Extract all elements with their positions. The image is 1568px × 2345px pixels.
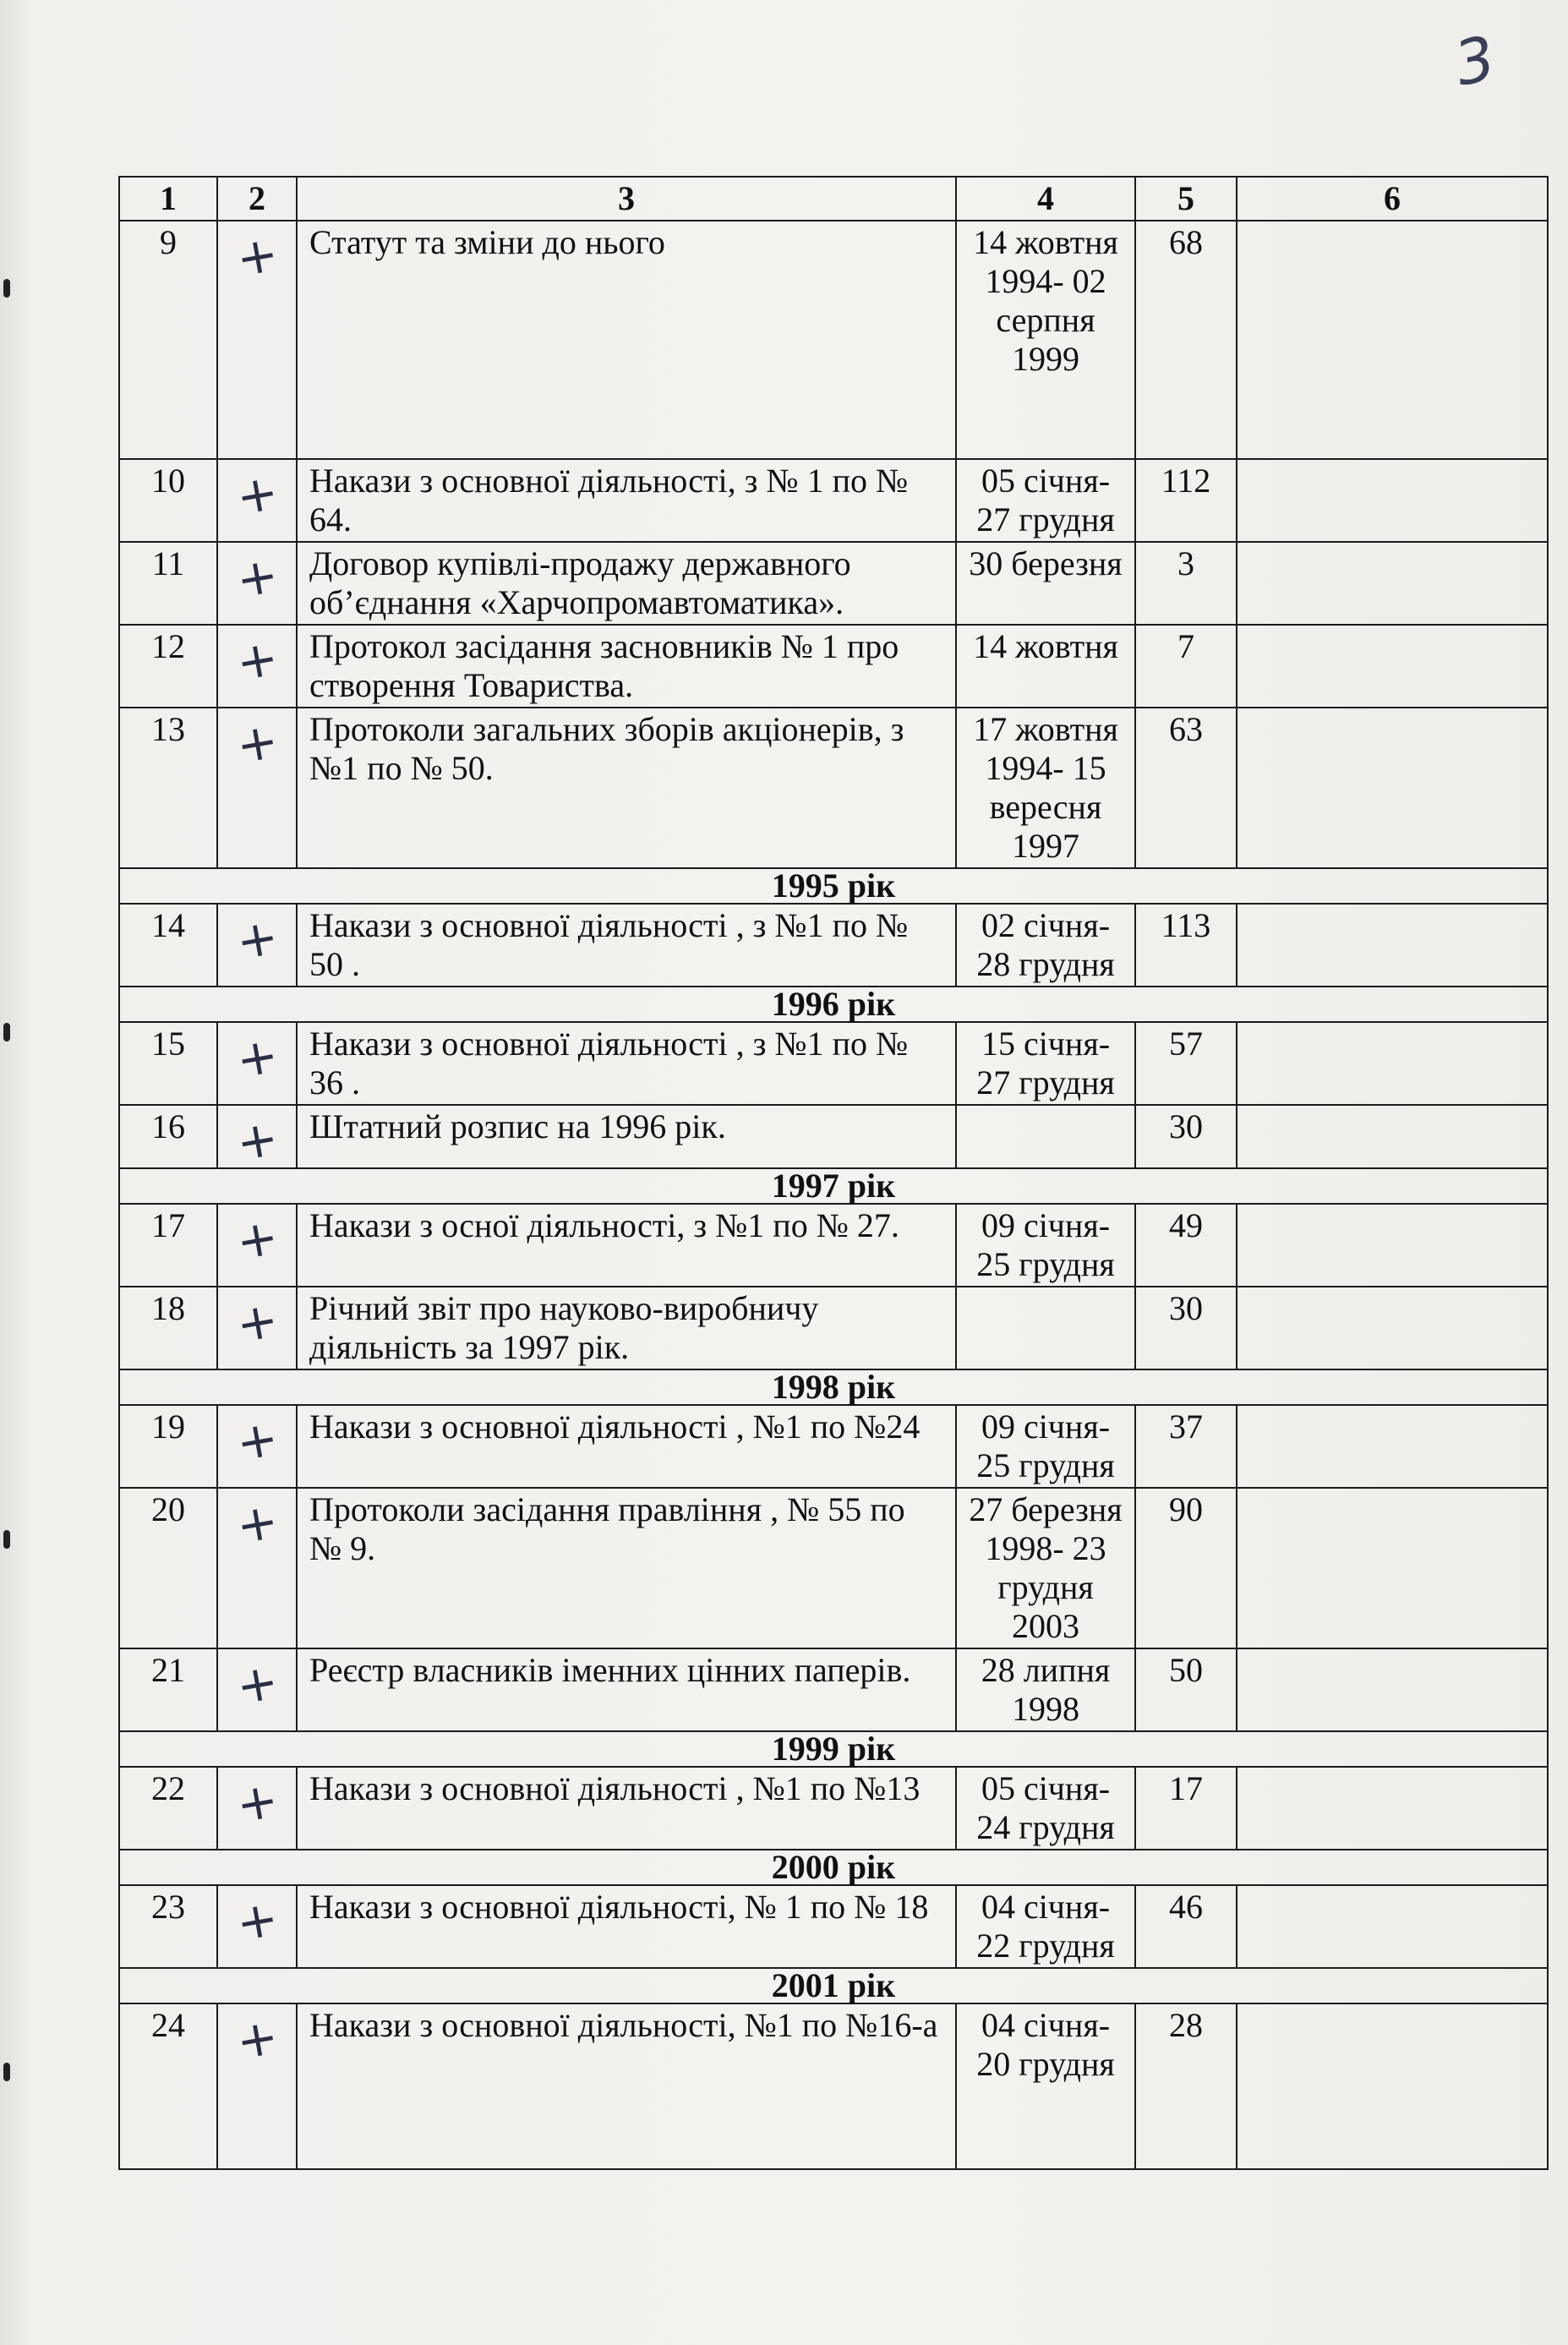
sheet-count-cell: 57 (1135, 1022, 1237, 1105)
handwritten-check-icon: + (232, 462, 282, 527)
table-row (119, 1767, 1548, 1850)
item-number-cell: 20 (119, 1488, 217, 1648)
sheet-count-cell: 3 (1135, 542, 1237, 625)
archive-inventory-table (118, 176, 1549, 2170)
sheet-count-cell: 90 (1135, 1488, 1237, 1648)
column-header: 2 (217, 177, 297, 221)
check-mark-cell (217, 1488, 297, 1648)
sheet-count-cell: 63 (1135, 708, 1237, 868)
note-cell (1237, 1022, 1548, 1105)
item-number-cell: 24 (119, 2003, 217, 2169)
date-range-cell (956, 1105, 1135, 1168)
check-mark-cell (217, 1105, 297, 1172)
year-section-row (119, 1369, 1548, 1405)
item-number-cell: 19 (119, 1405, 217, 1488)
date-range-cell: 14 жовтня (956, 625, 1135, 708)
sheet-count-cell: 46 (1135, 1885, 1237, 1968)
handwritten-page-number: 3 (1448, 22, 1502, 100)
check-mark-cell (217, 1648, 297, 1731)
table-row (119, 1885, 1548, 1968)
note-cell (1237, 542, 1548, 625)
table-row (119, 1022, 1548, 1105)
table-row (119, 1105, 1548, 1168)
handwritten-check-icon: + (232, 224, 282, 288)
column-header: 4 (956, 177, 1135, 221)
check-mark-cell (217, 459, 297, 542)
handwritten-check-icon: + (232, 1652, 282, 1716)
item-number-cell: 14 (119, 904, 217, 987)
item-number-cell: 13 (119, 708, 217, 868)
handwritten-check-icon: + (232, 711, 282, 775)
date-range-cell (956, 1287, 1135, 1369)
year-label: 1998 рік (119, 1369, 1548, 1405)
handwritten-check-icon: + (232, 2007, 282, 2071)
handwritten-check-icon: + (232, 1770, 282, 1834)
table-row (119, 708, 1548, 868)
item-title-cell: Накази з основної діяльності , з №1 по № 50 . (297, 904, 956, 987)
check-mark-cell (217, 221, 297, 459)
year-label: 1997 рік (119, 1168, 1548, 1204)
note-cell (1237, 2003, 1548, 2169)
year-section-row (119, 1168, 1548, 1204)
sheet-count-cell: 30 (1135, 1287, 1237, 1369)
table-row (119, 904, 1548, 987)
table-row (119, 542, 1548, 625)
year-label: 1995 рік (119, 868, 1548, 904)
check-mark-cell (217, 1204, 297, 1287)
item-title-cell: Річний звіт про науково-виробничу діяльність за 1997 рік. (297, 1287, 956, 1369)
item-title-cell: Накази з основної діяльності , №1 по №13 (297, 1767, 956, 1850)
sheet-count-cell: 28 (1135, 2003, 1237, 2169)
table-row (119, 2003, 1548, 2169)
year-label: 2000 рік (119, 1850, 1548, 1885)
check-mark-cell (217, 1287, 297, 1369)
note-cell (1237, 459, 1548, 542)
date-range-cell: 14 жовтня 1994- 02 серпня 1999 (956, 221, 1135, 459)
handwritten-check-icon: + (232, 1491, 282, 1555)
column-header: 3 (297, 177, 956, 221)
handwritten-check-icon: + (232, 907, 282, 971)
year-label: 1996 рік (119, 987, 1548, 1022)
note-cell (1237, 1767, 1548, 1850)
item-title-cell: Штатний розпис на 1996 рік. (297, 1105, 956, 1168)
note-cell (1237, 1885, 1548, 1968)
table-header-row (119, 177, 1548, 221)
handwritten-check-icon: + (232, 545, 282, 609)
table-body (119, 221, 1548, 2169)
check-mark-cell (217, 1022, 297, 1105)
check-mark-cell (217, 2003, 297, 2169)
sheet-count-cell: 17 (1135, 1767, 1237, 1850)
check-mark-cell (217, 904, 297, 987)
year-label: 1999 рік (119, 1731, 1548, 1767)
item-number-cell: 16 (119, 1105, 217, 1168)
date-range-cell: 27 березня 1998- 23 грудня 2003 (956, 1488, 1135, 1648)
item-title-cell: Накази з осної діяльності, з №1 по № 27. (297, 1204, 956, 1287)
column-header: 6 (1237, 177, 1548, 221)
binding-hole (3, 2063, 10, 2081)
date-range-cell: 02 січня- 28 грудня (956, 904, 1135, 987)
date-range-cell: 05 січня- 27 грудня (956, 459, 1135, 542)
year-section-row (119, 868, 1548, 904)
handwritten-check-icon: + (232, 628, 282, 692)
item-title-cell: Статут та зміни до нього (297, 221, 956, 459)
note-cell (1237, 1648, 1548, 1731)
handwritten-check-icon: + (232, 1889, 282, 1953)
item-number-cell: 11 (119, 542, 217, 625)
note-cell (1237, 625, 1548, 708)
check-mark-cell (217, 1885, 297, 1968)
item-title-cell: Накази з основної діяльності, №1 по №16-а (297, 2003, 956, 2169)
date-range-cell: 04 січня- 22 грудня (956, 1885, 1135, 1968)
sheet-count-cell: 30 (1135, 1105, 1237, 1168)
sheet-count-cell: 113 (1135, 904, 1237, 987)
check-mark-cell (217, 708, 297, 868)
sheet-count-cell: 112 (1135, 459, 1237, 542)
sheet-count-cell: 7 (1135, 625, 1237, 708)
column-header: 1 (119, 177, 217, 221)
date-range-cell: 05 січня- 24 грудня (956, 1767, 1135, 1850)
column-header: 5 (1135, 177, 1237, 221)
item-title-cell: Накази з основної діяльності , з №1 по № 36 . (297, 1022, 956, 1105)
check-mark-cell (217, 1767, 297, 1850)
table-row (119, 1287, 1548, 1369)
table-row (119, 1204, 1548, 1287)
note-cell (1237, 904, 1548, 987)
item-title-cell: Накази з основної діяльності, № 1 по № 18 (297, 1885, 956, 1968)
binding-hole (3, 1530, 10, 1549)
item-number-cell: 23 (119, 1885, 217, 1968)
note-cell (1237, 1405, 1548, 1488)
year-section-row (119, 1968, 1548, 2003)
note-cell (1237, 1488, 1548, 1648)
sheet-count-cell: 68 (1135, 221, 1237, 459)
item-title-cell: Протоколи засідання правління , № 55 по № 9. (297, 1488, 956, 1648)
year-section-row (119, 1731, 1548, 1767)
date-range-cell: 17 жовтня 1994- 15 вересня 1997 (956, 708, 1135, 868)
date-range-cell: 09 січня- 25 грудня (956, 1405, 1135, 1488)
binding-hole (3, 279, 10, 298)
item-title-cell: Протоколи загальних зборів акціонерів, з №1 по № 50. (297, 708, 956, 868)
table-row (119, 1405, 1548, 1488)
item-title-cell: Накази з основної діяльності , №1 по №24 (297, 1405, 956, 1488)
handwritten-check-icon: + (232, 1290, 282, 1354)
item-number-cell: 17 (119, 1204, 217, 1287)
item-number-cell: 15 (119, 1022, 217, 1105)
binding-hole (3, 1023, 10, 1041)
sheet-count-cell: 37 (1135, 1405, 1237, 1488)
date-range-cell: 04 січня- 20 грудня (956, 2003, 1135, 2169)
check-mark-cell (217, 1405, 297, 1488)
table-row (119, 221, 1548, 459)
date-range-cell: 28 липня 1998 (956, 1648, 1135, 1731)
date-range-cell: 09 січня- 25 грудня (956, 1204, 1135, 1287)
handwritten-check-icon: + (232, 1408, 282, 1473)
note-cell (1237, 708, 1548, 868)
note-cell (1237, 221, 1548, 459)
item-title-cell: Накази з основної діяльності, з № 1 по № 64. (297, 459, 956, 542)
check-mark-cell (217, 542, 297, 625)
table-row (119, 459, 1548, 542)
item-title-cell: Договор купівлі-продажу державного об’єднання «Харчопромавтоматика». (297, 542, 956, 625)
handwritten-check-icon: + (232, 1108, 282, 1172)
note-cell (1237, 1105, 1548, 1168)
note-cell (1237, 1287, 1548, 1369)
item-number-cell: 9 (119, 221, 217, 459)
table-row (119, 1488, 1548, 1648)
year-section-row (119, 1850, 1548, 1885)
sheet-count-cell: 50 (1135, 1648, 1237, 1731)
item-number-cell: 22 (119, 1767, 217, 1850)
sheet-count-cell: 49 (1135, 1204, 1237, 1287)
table-row (119, 1648, 1548, 1731)
date-range-cell: 15 січня- 27 грудня (956, 1022, 1135, 1105)
handwritten-check-icon: + (232, 1207, 282, 1271)
check-mark-cell (217, 625, 297, 708)
item-title-cell: Реєстр власників іменних цінних паперів. (297, 1648, 956, 1731)
item-number-cell: 12 (119, 625, 217, 708)
year-section-row (119, 987, 1548, 1022)
item-number-cell: 10 (119, 459, 217, 542)
year-label: 2001 рік (119, 1968, 1548, 2003)
handwritten-check-icon: + (232, 1025, 282, 1090)
date-range-cell: 30 березня (956, 542, 1135, 625)
item-title-cell: Протокол засідання засновників № 1 про створення Товариства. (297, 625, 956, 708)
note-cell (1237, 1204, 1548, 1287)
item-number-cell: 21 (119, 1648, 217, 1731)
item-number-cell: 18 (119, 1287, 217, 1369)
table-row (119, 625, 1548, 708)
